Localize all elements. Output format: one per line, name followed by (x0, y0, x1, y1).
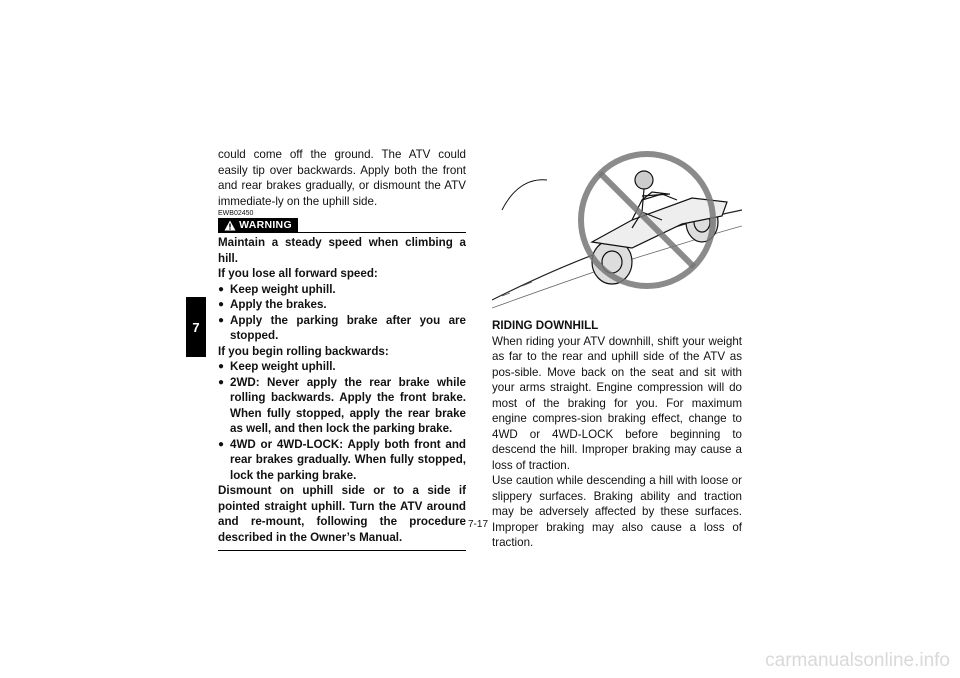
list-item: ● Keep weight uphill. (218, 360, 336, 373)
warning-body (218, 235, 466, 545)
bullet-icon: ● (218, 438, 225, 450)
downhill-paragraph-1: When riding your ATV downhill, shift your weight as far to the rear and uphill side of the ATV as pos-sible. Move back on the seat and sit with your arms straight. Engine compression will do most of the braking for you. For maximum engine compres-sion braking effect, change to 4WD or 4WD-LOCK before beginning to descend the hill. Improper braking may cause a loss of traction. (492, 334, 742, 472)
bullet-icon: ● (218, 314, 225, 326)
page-number: 7-17 (468, 519, 489, 530)
list-item: ● 4WD or 4WD-LOCK: Apply both front and rear brakes gradually. When fully stopped, lock the parking brake. (218, 437, 466, 482)
list-item: ● 2WD: Never apply the rear brake while rolling backwards. Apply the front brake. When fully stopped, apply the rear brake as well, and then lock the parking brake. (218, 375, 466, 435)
warning-code: EWB02450 (218, 210, 254, 217)
list-item: ● Keep weight uphill. (218, 282, 336, 296)
left-column (218, 147, 466, 551)
downhill-paragraph-2: Use caution while descending a hill with loose or slippery surfaces. Braking ability and traction may be adversely affected by these surfaces. Improper braking may also cause a loss of traction. (492, 474, 742, 549)
section-heading: RIDING DOWNHILL (492, 319, 599, 332)
warning-closing: Dismount on uphill side or to a side if pointed straight uphill. Turn the ATV around and re-mount, following the procedure described in the Owner’s Manual. (218, 484, 466, 544)
bullet-icon: ● (218, 376, 225, 388)
warning-rule (298, 232, 466, 233)
warning-line-steady-speed: Maintain a steady speed when climbing a hill. (218, 236, 466, 265)
warning-end-rule (218, 550, 466, 551)
bullet-icon: ● (218, 299, 225, 310)
warning-label: WARNING (239, 218, 292, 231)
bullet-icon: ● (218, 283, 225, 295)
watermark: carmanualsonline.info (765, 650, 950, 671)
chapter-tab: 7 (186, 297, 206, 357)
atv-climbing-prohibited-illustration (492, 150, 742, 310)
warning-line-rolling-back: If you begin rolling backwards: (218, 344, 389, 358)
right-column (492, 318, 742, 551)
warning-line-forward-speed: If you lose all forward speed: (218, 267, 378, 280)
bullet-icon: ● (218, 361, 225, 372)
intro-paragraph: could come off the ground. The ATV could easily tip over backwards. Apply both the front and rear brakes gradually, or dismount the ATV immediate-ly on the uphill side. (218, 148, 466, 208)
warning-triangle-icon (224, 220, 236, 231)
list-item: ● Apply the parking brake after you are stopped. (218, 313, 466, 342)
warning-badge (218, 218, 298, 233)
warning-header (218, 218, 466, 233)
list-item: ● Apply the brakes. (218, 298, 327, 311)
